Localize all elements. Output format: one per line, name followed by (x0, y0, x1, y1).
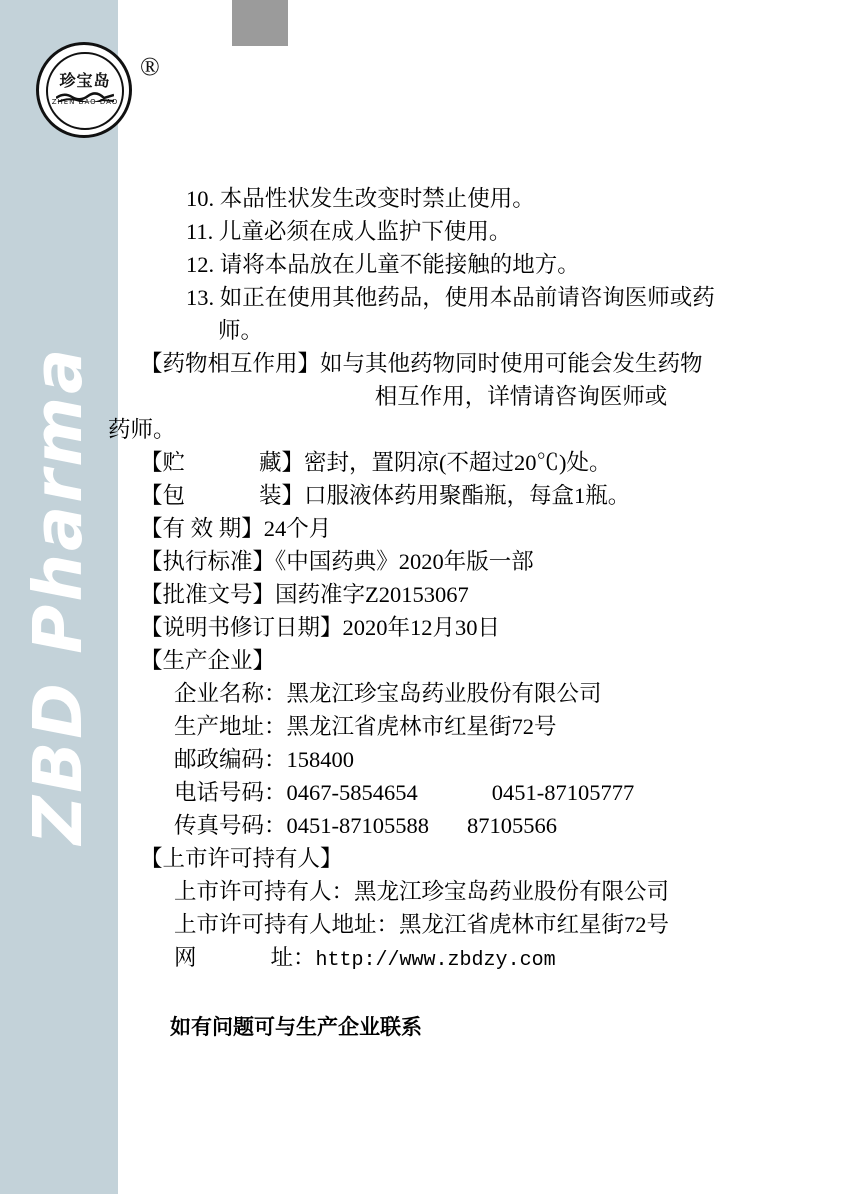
manufacturer-phone-value2: 0451-87105777 (491, 780, 635, 805)
revision-text: 2020年12月30日 (342, 615, 501, 640)
holder-row (140, 875, 812, 908)
drug-interaction-label: 【药物相互作用】 (140, 351, 321, 376)
company-logo (36, 42, 160, 142)
manufacturer-postcode-value: 158400 (286, 747, 355, 772)
validity-label: 【有 效 期】 (140, 516, 264, 541)
list-item-continuation: 师。 (218, 318, 264, 343)
logo-inner-ring (46, 52, 124, 130)
logo-brand-characters: 珍宝岛 (59, 71, 111, 90)
brand-side-band (0, 0, 118, 1194)
approval-label: 【批准文号】 (140, 582, 276, 607)
list-item: 10. 本品性状发生改变时禁止使用。 (186, 186, 535, 211)
manufacturer-row (140, 743, 812, 776)
manufacturer-postcode-key: 邮政编码： (174, 747, 287, 772)
manufacturer-row (140, 677, 812, 710)
website-url[interactable]: http://www.zbdzy.com (315, 949, 556, 972)
manufacturer-fax-value: 0451-87105588 (286, 813, 430, 838)
section-manufacturer-label: 【生产企业】 (140, 648, 276, 673)
manufacturer-phone-key: 电话号码： (174, 780, 287, 805)
section-packaging (140, 479, 812, 512)
storage-label: 【贮 (140, 450, 186, 475)
section-storage (140, 446, 812, 479)
holder-name-value: 黑龙江珍宝岛药业股份有限公司 (354, 879, 670, 904)
section-standard (140, 545, 812, 578)
packaging-text: 口服液体药用聚酯瓶，每盒1瓶。 (304, 483, 631, 508)
list-item: 11. 儿童必须在成人监护下使用。 (186, 219, 512, 244)
revision-label: 【说明书修订日期】 (140, 615, 343, 640)
registered-trademark-icon: ® (140, 52, 160, 81)
manufacturer-row (140, 809, 812, 842)
manufacturer-name-key: 企业名称： (174, 681, 287, 706)
standard-label: 【执行标准】 (140, 549, 276, 574)
section-validity (140, 512, 812, 545)
drug-interaction-line2: 相互作用，详情请咨询医师或 (374, 384, 668, 409)
holder-name-key: 上市许可持有人： (174, 879, 355, 904)
drug-interaction-line1 (140, 347, 812, 380)
list-item: 13. 如正在使用其他药品，使用本品前请咨询医师或药 (186, 285, 715, 310)
manufacturer-address-value: 黑龙江省虎林市红星街72号 (286, 714, 557, 739)
warnings-list (140, 182, 812, 347)
logo-outer-ring (36, 42, 132, 138)
holder-row (140, 908, 812, 941)
storage-text: 密封，置阴凉(不超过20℃)处。 (304, 450, 612, 475)
manufacturer-name-value: 黑龙江珍宝岛药业股份有限公司 (286, 681, 602, 706)
section-drug-interaction (108, 347, 812, 446)
validity-text: 24个月 (263, 516, 332, 541)
document-body (108, 182, 812, 1044)
section-approval-number (140, 578, 812, 611)
footer-contact-note: 如有问题可与生产企业联系 (170, 1015, 422, 1039)
drug-interaction-line3: 药师。 (108, 417, 176, 442)
section-holder-label: 【上市许可持有人】 (140, 846, 343, 871)
brand-band-text: ZBD Pharma (19, 345, 97, 845)
holder-website-row (140, 941, 812, 977)
grey-marker-block (232, 0, 288, 46)
manufacturer-row (140, 776, 812, 809)
website-key: 网 (174, 945, 197, 970)
manufacturer-phone-value: 0467-5854654 (286, 780, 418, 805)
holder-address-key: 上市许可持有人地址： (174, 912, 400, 937)
standard-text: 《中国药典》2020年版一部 (275, 549, 534, 574)
packaging-label2: 装】 (259, 483, 305, 508)
list-item: 12. 请将本品放在儿童不能接触的地方。 (186, 252, 580, 277)
drug-interaction-text: 如与其他药物同时使用可能会发生药物 (320, 351, 703, 376)
holder-address-value: 黑龙江省虎林市红星街72号 (399, 912, 670, 937)
manufacturer-fax-key: 传真号码： (174, 813, 287, 838)
section-revision-date (140, 611, 812, 644)
packaging-label: 【包 (140, 483, 186, 508)
manufacturer-fax-value2: 87105566 (467, 813, 558, 838)
storage-label2: 藏】 (259, 450, 305, 475)
website-key2: 址： (270, 945, 316, 970)
logo-pinyin-text: ZHEN BAO DAO (51, 98, 119, 106)
manufacturer-row (140, 710, 812, 743)
approval-text: 国药准字Z20153067 (275, 582, 469, 607)
manufacturer-address-key: 生产地址： (174, 714, 287, 739)
